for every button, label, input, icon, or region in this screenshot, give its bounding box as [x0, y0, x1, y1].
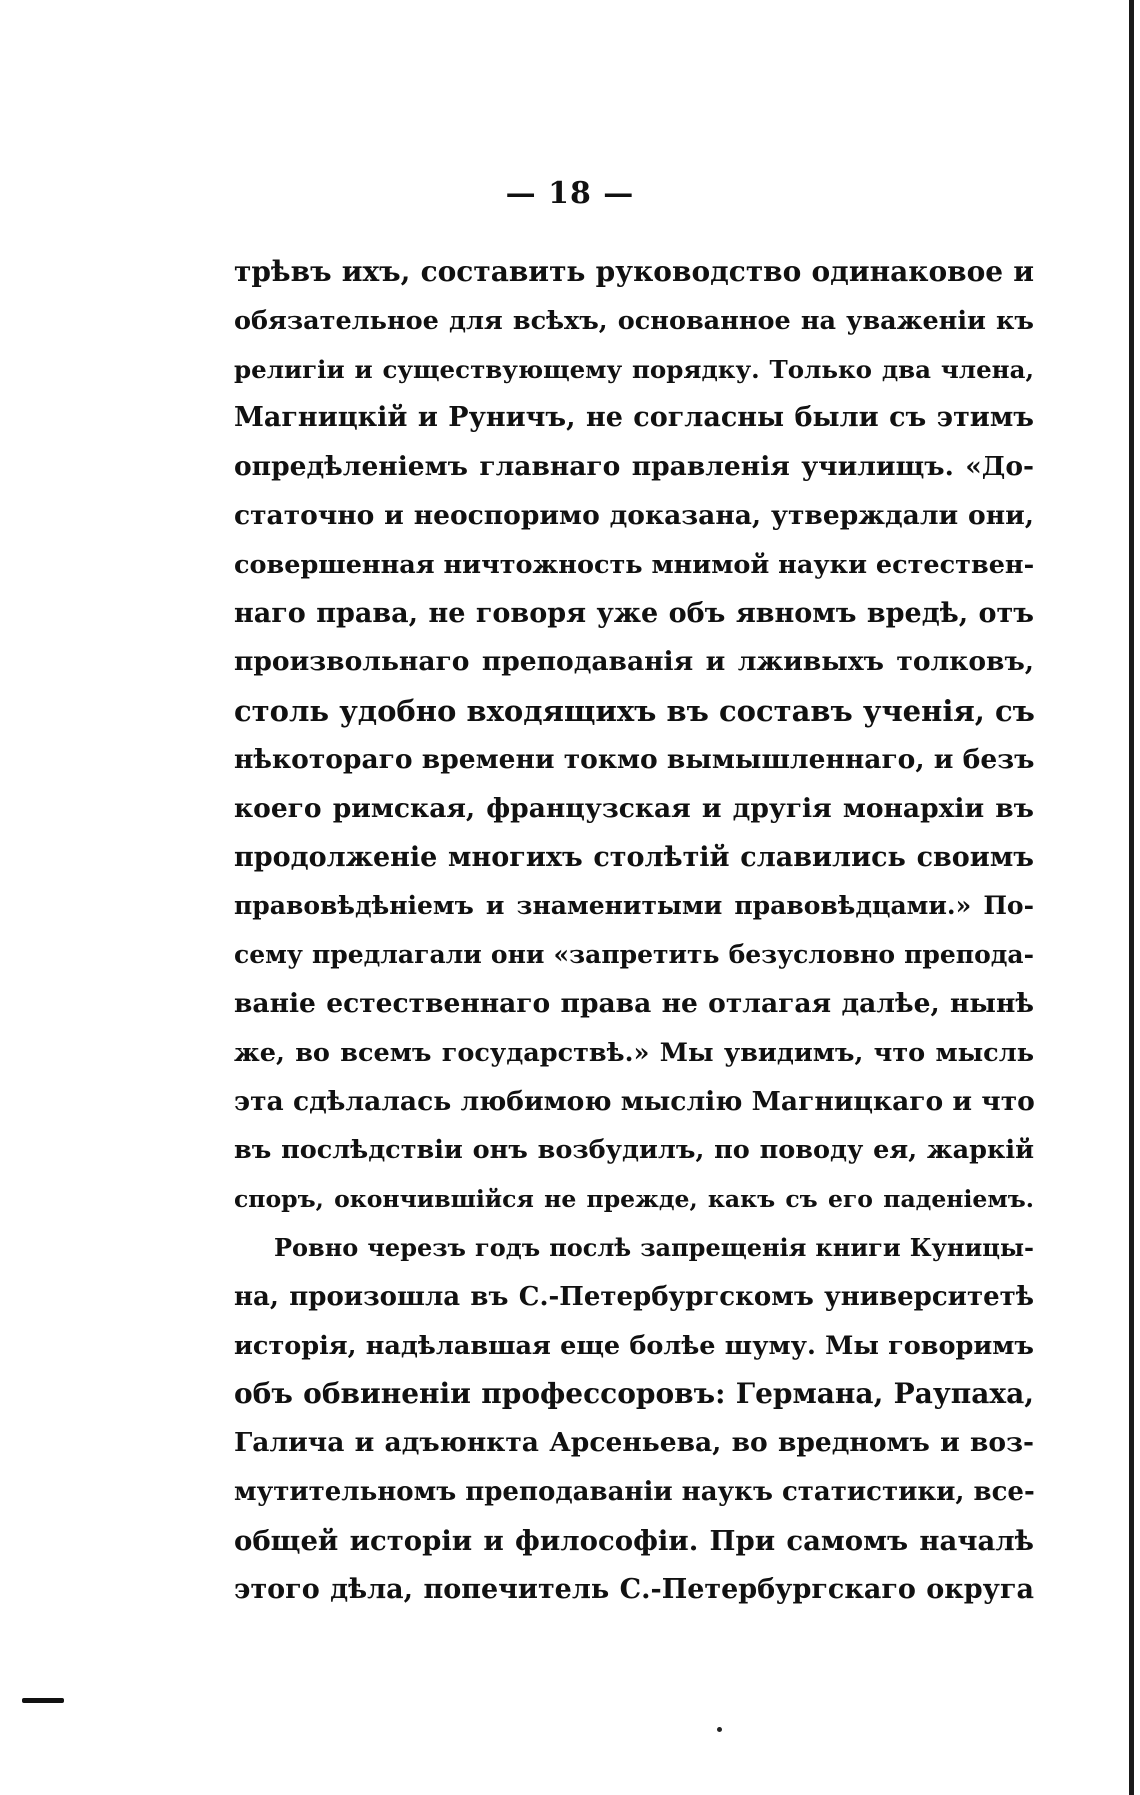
text-line: совершенная ничтожность мнимой науки естествен- — [234, 549, 1035, 580]
body-text — [234, 248, 1034, 1614]
text-line: произвольнаго преподаванія и лживыхъ толковъ, — [234, 646, 1034, 678]
text-line: наго права, не говоря уже объ явномъ вредѣ, отъ — [234, 597, 1034, 629]
text-line: статочно и неоспоримо доказана, утверждали они, — [234, 499, 1034, 531]
paragraph-first-line: Ровно черезъ годъ послѣ запрещенія книги Куницы- — [274, 1232, 1034, 1262]
page-number: — 18 — — [505, 176, 635, 211]
text-line: религіи и существующему порядку. Только два члена, — [234, 354, 1034, 384]
text-line: исторія, надѣлавшая еще болѣе шуму. Мы говоримъ — [234, 1330, 1034, 1361]
text-line: объ обвиненіи профессоровъ: Германа, Раупаха, — [234, 1377, 1034, 1411]
scan-mark-dash — [22, 1698, 64, 1703]
text-line: этого дѣла, попечитель С.-Петербургскаго округа — [234, 1573, 1034, 1605]
text-line: Магницкій и Руничъ, не согласны были съ этимъ — [234, 402, 1034, 434]
text-line: трѣвъ ихъ, составить руководство одинаковое и — [234, 255, 1034, 288]
text-line: продолженіе многихъ столѣтій славились своимъ — [234, 841, 1034, 873]
text-line: нѣкотораго времени токмо вымышленнаго, и безъ — [234, 743, 1035, 775]
scan-page-edge — [1129, 0, 1134, 1795]
text-line: опредѣленіемъ главнаго правленія училищъ. «До- — [234, 451, 1034, 483]
text-line: столь удобно входящихъ въ составъ ученія, съ — [234, 694, 1035, 729]
scan-mark-dot — [717, 1727, 722, 1732]
text-line: въ послѣдствіи онъ возбудилъ, по поводу ея, жаркій — [234, 1135, 1034, 1166]
text-line: ваніе естественнаго права не отлагая далѣе, нынѣ — [234, 987, 1034, 1019]
text-line: Галича и адъюнкта Арсеньева, во вредномъ и воз- — [234, 1427, 1034, 1459]
text-line: мутительномъ преподаваніи наукъ статистики, все- — [234, 1476, 1035, 1507]
text-line: на, произошла въ С.-Петербургскомъ университетѣ — [234, 1281, 1034, 1312]
text-line: коего римская, французская и другія монархіи въ — [234, 792, 1034, 824]
text-line: же, во всемъ государствѣ.» Мы увидимъ, что мысль — [234, 1037, 1034, 1068]
text-line: обязательное для всѣхъ, основанное на уваженіи къ — [234, 305, 1034, 336]
text-line: сему предлагали они «запретить безусловно препода- — [234, 940, 1034, 970]
text-line: общей исторіи и философіи. При самомъ началѣ — [234, 1524, 1034, 1557]
text-line: споръ, окончившійся не прежде, какъ съ его паденіемъ. — [234, 1185, 1034, 1214]
text-line: правовѣдѣніемъ и знаменитыми правовѣдцами.» По- — [234, 891, 1034, 921]
text-line: эта сдѣлалась любимою мыслію Магницкаго и что — [234, 1085, 1035, 1117]
